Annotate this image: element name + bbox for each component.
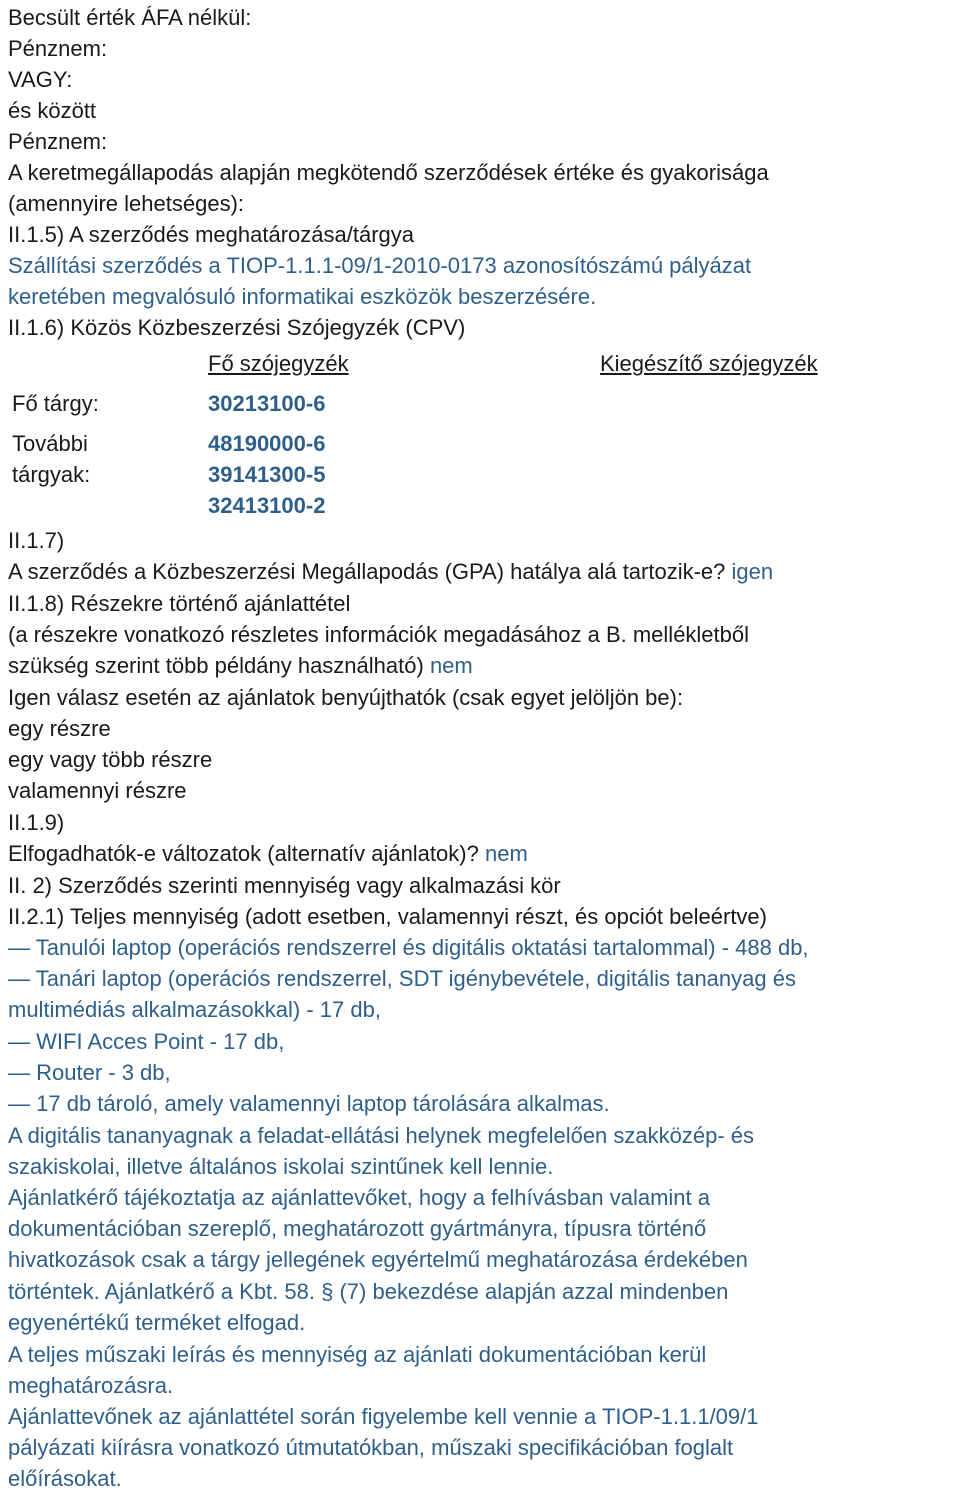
parts-option-all: valamennyi részre — [8, 778, 187, 803]
note-line — [8, 1279, 728, 1305]
variants-question — [8, 841, 528, 867]
section-symbol-icon: § — [321, 1279, 334, 1304]
cpv-main-vocab-header: Fő szójegyzék — [208, 351, 349, 376]
note-line: egyenértékű terméket elfogad. — [8, 1310, 306, 1335]
note-line: pályázati kiírásra vonatkozó útmutatókban, műszaki specifikációban foglalt — [8, 1435, 734, 1460]
note-text: történtek. Ajánlatkérő a Kbt. 58. — [8, 1279, 315, 1304]
parts-info-text: szükség szerint több példány használható) — [8, 653, 424, 678]
gpa-question — [8, 559, 773, 585]
currency-label: Pénznem: — [8, 36, 108, 61]
dash-icon: — — [8, 966, 30, 991]
section-heading-ii-2: II. 2) Szerződés szerinti mennyiség vagy alkalmazási kör — [8, 873, 561, 898]
gpa-question-text: A szerződés a Közbeszerzési Megállapodás (GPA) hatálya alá tartozik-e? — [8, 559, 726, 584]
framework-value-line: A keretmegállapodás alapján megkötendő szerződések értéke és gyakorisága — [8, 160, 769, 185]
gpa-answer: igen — [731, 559, 774, 584]
dash-icon: — — [8, 1029, 30, 1054]
section-heading-ii-1-9: II.1.9) — [8, 810, 65, 835]
quantity-item-text: WIFI Acces Point - 17 db, — [36, 1029, 285, 1054]
note-text: (7) bekezdése alapján azzal mindenben — [339, 1279, 729, 1304]
section-heading-ii-2-1: II.2.1) Teljes mennyiség (adott esetben, valamennyi részt, és opciót beleértve) — [8, 904, 767, 929]
estimated-value-label: Becsült érték ÁFA nélkül: — [8, 5, 252, 30]
variants-question-text: Elfogadhatók-e változatok (alternatív ajánlatok)? — [8, 841, 479, 866]
cpv-supp-vocab-header: Kiegészítő szójegyzék — [600, 351, 818, 376]
quantity-item-text: 17 db tároló, amely valamennyi laptop tárolására alkalmas. — [36, 1091, 610, 1116]
currency-label-2: Pénznem: — [8, 129, 108, 154]
dash-icon: — — [8, 1060, 30, 1085]
quantity-item — [8, 966, 796, 992]
section-heading-ii-1-6: II.1.6) Közös Közbeszerzési Szójegyzék (CPV) — [8, 315, 466, 340]
note-line: A digitális tananyagnak a feladat-ellátási helynek megfelelően szakközép- és — [8, 1123, 755, 1148]
cpv-main-object-label: Fő tárgy: — [12, 391, 99, 416]
parts-option-one: egy részre — [8, 716, 111, 741]
quantity-item — [8, 1091, 610, 1117]
note-line: Ajánlatkérő tájékoztatja az ajánlattevőket, hogy a felhívásban valamint a — [8, 1185, 710, 1210]
note-line: Ajánlattevőnek az ajánlattétel során figyelembe kell vennie a TIOP-1.1.1/09/1 — [8, 1404, 759, 1429]
note-line: hivatkozások csak a tárgy jellegének egyértelmű meghatározása érdekében — [8, 1247, 748, 1272]
quantity-item-text: Router - 3 db, — [36, 1060, 171, 1085]
framework-value-line-2: (amennyire lehetséges): — [8, 191, 245, 216]
parts-info-line-3: Igen válasz esetén az ajánlatok benyújthatók (csak egyet jelöljön be): — [8, 685, 684, 710]
note-line: A teljes műszaki leírás és mennyiség az ajánlati dokumentációban kerül — [8, 1342, 707, 1367]
section-heading-ii-1-5: II.1.5) A szerződés meghatározása/tárgya — [8, 222, 415, 247]
quantity-item — [8, 1029, 284, 1055]
quantity-item — [8, 1060, 171, 1086]
parts-option-one-or-more: egy vagy több részre — [8, 747, 213, 772]
note-line: szakiskolai, illetve általános iskolai szintűnek kell lennie. — [8, 1154, 554, 1179]
parts-answer: nem — [429, 653, 473, 678]
note-line: meghatározásra. — [8, 1373, 174, 1398]
note-line: előírásokat. — [8, 1466, 122, 1491]
dash-icon: — — [8, 935, 30, 960]
subject-line-1: Szállítási szerződés a TIOP-1.1.1-09/1-2010-0173 azonosítószámú pályázat — [8, 253, 752, 278]
dash-icon: — — [8, 1091, 30, 1116]
quantity-item-text: Tanári laptop (operációs rendszerrel, SDT igénybevétele, digitális tananyag és — [35, 966, 796, 991]
quantity-item-text: Tanulói laptop (operációs rendszerrel és digitális oktatási tartalommal) - 488 db, — [35, 935, 809, 960]
or-label: VAGY: — [8, 67, 73, 92]
quantity-item-continuation: multimédiás alkalmazásokkal) - 17 db, — [8, 997, 381, 1022]
variants-answer: nem — [484, 841, 528, 866]
quantity-item — [8, 935, 809, 961]
section-heading-ii-1-7: II.1.7) — [8, 528, 65, 553]
subject-line-2: keretében megvalósuló informatikai eszközök beszerzésére. — [8, 284, 597, 309]
note-line: dokumentációban szereplő, meghatározott gyártmányra, típusra történő — [8, 1216, 707, 1241]
between-label: és között — [8, 98, 97, 123]
cpv-other-code: 48190000-6 — [208, 431, 326, 456]
cpv-other-code: 32413100-2 — [208, 493, 326, 518]
parts-info-line-2 — [8, 653, 473, 679]
cpv-other-label-2: tárgyak: — [12, 462, 91, 487]
section-heading-ii-1-8: II.1.8) Részekre történő ajánlattétel — [8, 591, 351, 616]
cpv-other-code: 39141300-5 — [208, 462, 326, 487]
parts-info-line-1: (a részekre vonatkozó részletes információk megadásához a B. mellékletből — [8, 622, 750, 647]
cpv-other-label-1: További — [12, 431, 88, 456]
cpv-main-code: 30213100-6 — [208, 391, 326, 416]
